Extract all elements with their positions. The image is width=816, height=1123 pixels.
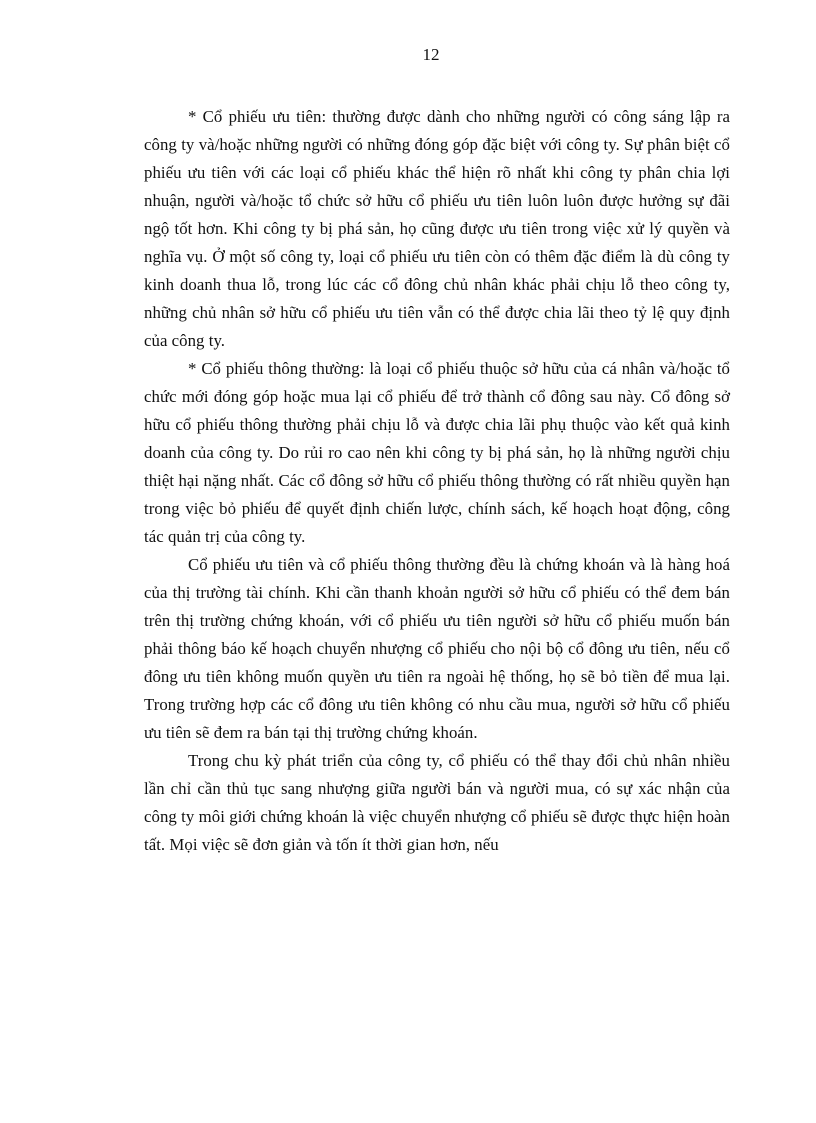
body-text	[144, 103, 730, 859]
paragraph-ownership-transfer: Trong chu kỳ phát triển của công ty, cổ phiếu có thể thay đổi chủ nhân nhiều lần chỉ cần thủ tục sang nhượng giữa người bán và người mua, có sự xác nhận của công ty môi giới chứng khoán là việc chuyển nhượng cổ phiếu sẽ được thực hiện hoàn tất. Mọi việc sẽ đơn giản và tốn ít thời gian hơn, nếu	[144, 751, 730, 854]
paragraph-preferred-shares: * Cổ phiếu ưu tiên: thường được dành cho những người có công sáng lập ra công ty và/hoặc những người có những đóng góp đặc biệt với công ty. Sự phân biệt cổ phiếu ưu tiên với các loại cổ phiếu khác thể hiện rõ nhất khi công ty phân chia lợi nhuận, người và/hoặc tổ chức sở hữu cổ phiếu ưu tiên luôn luôn được hưởng sự đãi ngộ tốt hơn. Khi công ty bị phá sản, họ cũng được ưu tiên trong việc xử lý quyền và nghĩa vụ. Ở một số công ty, loại cổ phiếu ưu tiên còn có thêm đặc điểm là dù công ty kinh doanh thua lỗ, trong lúc các cổ đông chủ nhân khác phải chịu lỗ theo công ty, những chủ nhân sở hữu cổ phiếu ưu tiên vẫn có thể được chia lãi theo tỷ lệ quy định của công ty.	[144, 107, 730, 350]
paragraph-common-shares: * Cổ phiếu thông thường: là loại cổ phiếu thuộc sở hữu của cá nhân và/hoặc tổ chức mới đóng góp hoặc mua lại cổ phiếu để trở thành cổ đông sau này. Cổ đông sở hữu cổ phiếu thông thường phải chịu lỗ và được chia lãi phụ thuộc vào kết quả kinh doanh của công ty. Do rủi ro cao nên khi công ty bị phá sản, họ là những người chịu thiệt hại nặng nhất. Các cổ đông sở hữu cổ phiếu thông thường có rất nhiều quyền hạn trong việc bỏ phiếu để quyết định chiến lược, chính sách, kế hoạch hoạt động, công tác quản trị của công ty.	[144, 359, 730, 546]
paragraph-share-trading: Cổ phiếu ưu tiên và cổ phiếu thông thường đều là chứng khoán và là hàng hoá của thị trường tài chính. Khi cần thanh khoản người sở hữu cổ phiếu có thể đem bán trên thị trường chứng khoán, với cổ phiếu ưu tiên người sở hữu cổ phiếu muốn bán phải thông báo kế hoạch chuyển nhượng cổ phiếu cho nội bộ cổ đông ưu tiên, nếu cổ đông ưu tiên không muốn quyền ưu tiên ra ngoài hệ thống, họ sẽ bỏ tiền để mua lại. Trong trường hợp các cổ đông ưu tiên không có nhu cầu mua, người sở hữu cổ phiếu ưu tiên sẽ đem ra bán tại thị trường chứng khoán.	[144, 555, 730, 742]
page-number: 12	[422, 45, 440, 64]
